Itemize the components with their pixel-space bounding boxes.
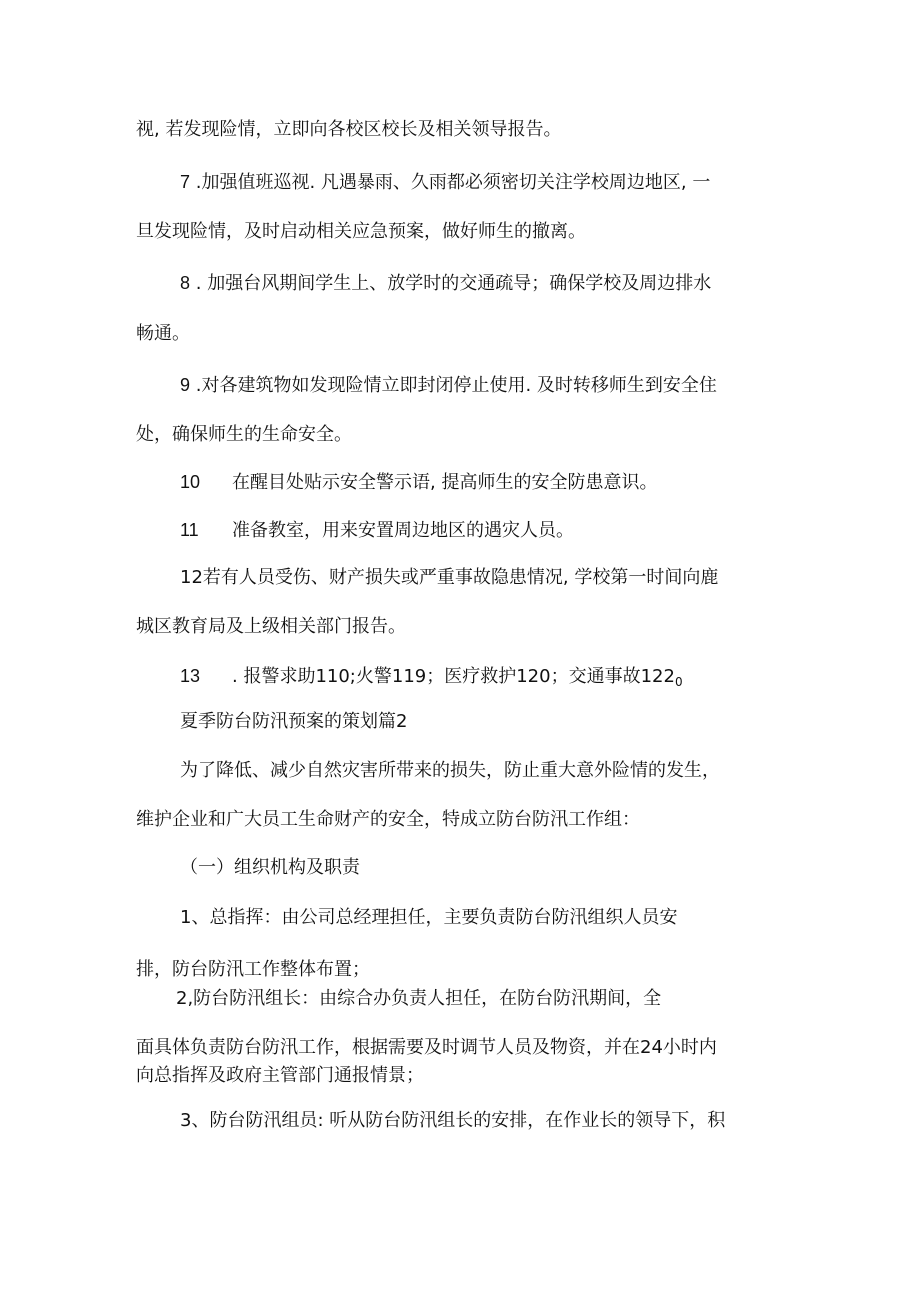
item-text: . 加强台风期间学生上、放学时的交通疏导；确保学校及周边排水 [195, 273, 712, 294]
subsection-heading: （一）组织机构及职责 [180, 857, 360, 878]
text-line: 12若有人员受伤、财产损失或严重事故隐患情况, 学校第一时间向鹿 [180, 567, 719, 588]
list-item-7 [180, 170, 710, 195]
list-item-8 [180, 271, 711, 296]
text-line: 向总指挥及政府主管部门通报情景； [136, 1065, 424, 1086]
text-line: 城区教育局及上级相关部门报告。 [136, 616, 406, 637]
item-text: 准备教室，用来安置周边地区的遇灾人员。 [232, 520, 574, 541]
text-line: 维护企业和广大员工生命财产的安全，特成立防台防汛工作组： [136, 809, 640, 830]
list-item-11 [180, 518, 574, 543]
text-line: 畅通。 [136, 323, 190, 344]
list-item-10 [180, 470, 657, 495]
item-number: 8 [180, 273, 191, 293]
item-text: .加强值班巡视. 凡遇暴雨、久雨都必须密切关注学校周边地区, 一 [195, 172, 711, 193]
item-number: 13 [180, 666, 201, 686]
text-line: 为了降低、减少自然灾害所带来的损失，防止重大意外险情的发生， [180, 760, 720, 781]
item-text: .对各建筑物如发现险情立即封闭停止使用. 及时转移师生到安全住 [195, 375, 717, 396]
list-item-9 [180, 373, 717, 398]
text-line: 视, 若发现险情，立即向各校区校长及相关领导报告。 [136, 119, 562, 140]
text-line: 1、总指挥：由公司总经理担任，主要负责防台防汛组织人员安 [180, 907, 678, 928]
text-line: 3、防台防汛组员: 听从防台防汛组长的安排，在作业长的领导下，积 [180, 1110, 726, 1131]
section-heading: 夏季防台防汛预案的策划篇2 [180, 711, 408, 732]
text-line: 面具体负责防台防汛工作，根据需要及时调节人员及物资，并在24小时内 [136, 1037, 717, 1058]
list-item-13 [180, 664, 683, 694]
text-line: 旦发现险情，及时启动相关应急预案，做好师生的撤离。 [136, 221, 586, 242]
subscript-text: 0 [674, 675, 683, 689]
item-number: 11 [180, 520, 199, 540]
item-text: . 报警求助110;火警119；医疗救护120；交通事故122 [232, 666, 675, 687]
text-line: 处，确保师生的生命安全。 [136, 424, 352, 445]
item-number: 7 [180, 172, 191, 192]
item-number: 9 [180, 375, 191, 395]
text-line: 2,防台防汛组长：由综合办负责人担任，在防台防汛期间，全 [176, 988, 662, 1009]
item-number: 10 [180, 472, 201, 492]
item-text: 在醒目处贴示安全警示语, 提高师生的安全防患意识。 [232, 472, 658, 493]
text-line: 排，防台防汛工作整体布置； [136, 959, 370, 980]
